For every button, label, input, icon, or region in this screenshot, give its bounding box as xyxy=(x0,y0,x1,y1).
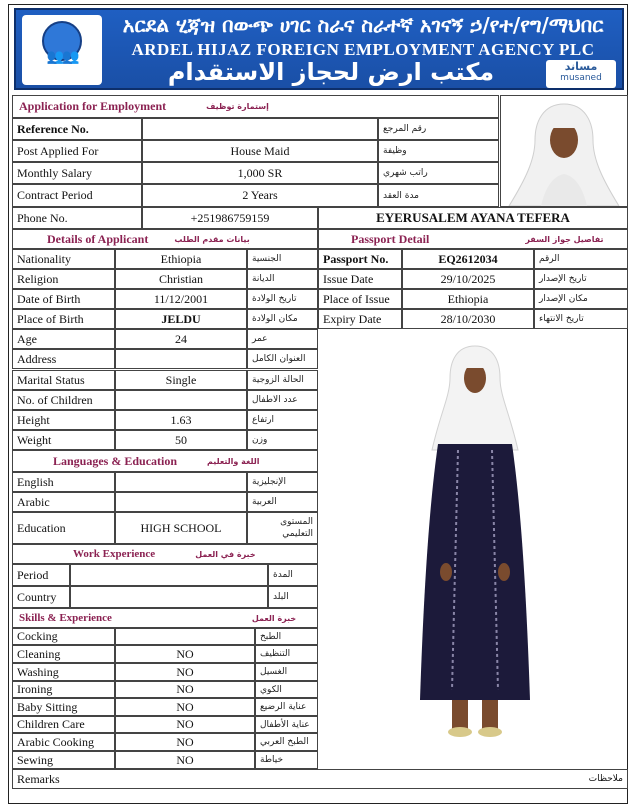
top-row-label: Reference No. xyxy=(12,118,142,140)
languages-title: Languages & Education xyxy=(53,453,178,468)
skills-row-label-ar: الطبخ xyxy=(255,628,318,645)
details-row-value: Single xyxy=(115,370,247,390)
skills-row-label-ar: الكوي xyxy=(255,681,318,698)
details-row-value: JELDU xyxy=(115,309,247,329)
application-title: Application for Employment xyxy=(19,99,167,113)
top-row-label-ar: وظيفة xyxy=(378,140,499,162)
details-row-value: 11/12/2001 xyxy=(115,289,247,309)
details-row-label: Religion xyxy=(12,269,115,289)
work-title: Work Experience xyxy=(73,548,156,560)
details-row-label-ar: العنوان الكامل xyxy=(247,349,318,369)
details-row-value: 1.63 xyxy=(115,410,247,430)
header-amharic: አርደል ሂጃዝ በውጭ ሀገር ስራና ስራተኛ አገናኝ ኃ/የተ/የግ/ማህበር xyxy=(122,13,604,37)
passport-row-label: Expiry Date xyxy=(318,309,402,329)
skills-row-label: Arabic Cooking xyxy=(12,733,115,751)
details-row-label-ar: عمر xyxy=(247,329,318,349)
header-arabic: مكتب ارض لحجاز الاستقدام xyxy=(167,58,495,86)
skills-row-value: NO xyxy=(115,751,255,769)
details-row-label-ar: مكان الولادة xyxy=(247,309,318,329)
skills-title: Skills & Experience xyxy=(19,612,112,624)
details-row-label: Age xyxy=(12,329,115,349)
languages-row-label: Arabic xyxy=(12,492,115,512)
languages-row-value: HIGH SCHOOL xyxy=(115,512,247,544)
work-row-label-ar: البلد xyxy=(268,586,318,608)
skills-row-label-ar: التنظيف xyxy=(255,645,318,663)
skills-row-label-ar: الغسيل xyxy=(255,663,318,681)
work-row-value xyxy=(70,586,268,608)
work-row-label: Period xyxy=(12,564,70,586)
work-row-value xyxy=(70,564,268,586)
top-row-label: Monthly Salary xyxy=(12,162,142,184)
languages-row-label-ar: العربية xyxy=(247,492,318,512)
passport-row-label-ar: مكان الإصدار xyxy=(534,289,628,309)
agency-logo xyxy=(22,15,102,85)
details-row-label: Nationality xyxy=(12,249,115,269)
skills-row-value: NO xyxy=(115,663,255,681)
passport-row-label: Place of Issue xyxy=(318,289,402,309)
skills-row-label: Sewing xyxy=(12,751,115,769)
remarks-label-ar: ملاحظات xyxy=(588,774,623,784)
passport-row-label: Passport No. xyxy=(318,249,402,269)
top-row-label: Post Applied For xyxy=(12,140,142,162)
skills-row-value: NO xyxy=(115,698,255,716)
passport-row-value: 28/10/2030 xyxy=(402,309,534,329)
top-row-label-ar: مدة العقد xyxy=(378,184,499,207)
languages-section-title xyxy=(12,450,318,472)
details-row-value: Ethiopia xyxy=(115,249,247,269)
passport-row-value: EQ2612034 xyxy=(402,249,534,269)
passport-row-label-ar: تاريخ الإصدار xyxy=(534,269,628,289)
details-row-value xyxy=(115,349,247,369)
passport-title-ar: تفاصيل جواز السفر xyxy=(525,234,604,244)
passport-section-title xyxy=(318,229,628,249)
skills-row-label: Cleaning xyxy=(12,645,115,663)
details-row-label: Date of Birth xyxy=(12,289,115,309)
details-section-title xyxy=(12,229,318,249)
top-row-value: 1,000 SR xyxy=(142,162,378,184)
passport-row-label-ar: تاريخ الانتهاء xyxy=(534,309,628,329)
phone-value: +251986759159 xyxy=(142,207,318,229)
passport-title: Passport Detail xyxy=(351,231,430,246)
skills-row-label: Cocking xyxy=(12,628,115,645)
details-row-label-ar: تاريخ الولادة xyxy=(247,289,318,309)
languages-row-label-ar: المستوى التعليمي xyxy=(247,512,318,544)
details-row-value: 24 xyxy=(115,329,247,349)
work-section-title xyxy=(12,544,318,564)
languages-row-value xyxy=(115,492,247,512)
top-row-value: House Maid xyxy=(142,140,378,162)
details-row-label-ar: ارتفاع xyxy=(247,410,318,430)
passport-row-value: 29/10/2025 xyxy=(402,269,534,289)
details-row-label-ar: الديانة xyxy=(247,269,318,289)
applicant-name: EYERUSALEM AYANA TEFERA xyxy=(318,207,628,229)
application-title-row xyxy=(12,95,499,118)
details-row-label: No. of Children xyxy=(12,390,115,410)
skills-title-ar: خبرة العمل xyxy=(251,613,297,623)
skills-row-label-ar: عناية الرضيع xyxy=(255,698,318,716)
musaned-logo-en: musaned xyxy=(560,73,602,83)
languages-row-value xyxy=(115,472,247,492)
musaned-logo-ar: مساند xyxy=(564,60,598,73)
phone-label: Phone No. xyxy=(12,207,142,229)
remarks-row xyxy=(12,769,628,789)
details-row-label: Height xyxy=(12,410,115,430)
agency-header-banner xyxy=(14,8,624,90)
details-row-label: Place of Birth xyxy=(12,309,115,329)
details-row-label-ar: عدد الاطفال xyxy=(247,390,318,410)
languages-row-label-ar: الإنجليزية xyxy=(247,472,318,492)
skills-row-label-ar: عناية الأطفال xyxy=(255,716,318,733)
skills-row-label-ar: خياطة xyxy=(255,751,318,769)
passport-row-label: Issue Date xyxy=(318,269,402,289)
top-row-label-ar: رقم المرجع xyxy=(378,118,499,140)
top-row-label: Contract Period xyxy=(12,184,142,207)
skills-row-value: NO xyxy=(115,716,255,733)
top-row-value: 2 Years xyxy=(142,184,378,207)
work-row-label-ar: المدة xyxy=(268,564,318,586)
work-row-label: Country xyxy=(12,586,70,608)
top-row-value xyxy=(142,118,378,140)
languages-title-ar: اللغة والتعليم xyxy=(207,456,260,466)
skills-row-label: Children Care xyxy=(12,716,115,733)
applicant-full-body-photo xyxy=(400,340,550,742)
header-english: ARDEL HIJAZ FOREIGN EMPLOYMENT AGENCY PLC xyxy=(131,40,595,59)
details-row-label: Address xyxy=(12,349,115,369)
details-row-value xyxy=(115,390,247,410)
skills-section-title xyxy=(12,608,318,628)
skills-row-label-ar: الطبخ العربي xyxy=(255,733,318,751)
remarks-label: Remarks xyxy=(17,771,60,786)
details-row-value: Christian xyxy=(115,269,247,289)
details-row-label-ar: الجنسية xyxy=(247,249,318,269)
details-title-ar: بيانات مقدم الطلب xyxy=(174,234,250,244)
musaned-logo xyxy=(546,60,616,88)
application-title-ar: إستمارة توظيف xyxy=(206,102,269,111)
skills-row-value: NO xyxy=(115,681,255,698)
passport-row-label-ar: الرقم xyxy=(534,249,628,269)
skills-row-label: Ironing xyxy=(12,681,115,698)
skills-row-value xyxy=(115,628,255,645)
languages-row-label: English xyxy=(12,472,115,492)
details-row-value: 50 xyxy=(115,430,247,450)
details-row-label-ar: وزن xyxy=(247,430,318,450)
work-title-ar: خبرة في العمل xyxy=(195,549,256,559)
skills-row-value: NO xyxy=(115,645,255,663)
details-title: Details of Applicant xyxy=(47,231,149,246)
people-icon: 👥👥 xyxy=(46,49,78,65)
skills-row-label: Washing xyxy=(12,663,115,681)
languages-row-label: Education xyxy=(12,512,115,544)
details-row-label: Marital Status xyxy=(12,370,115,390)
applicant-headshot-photo xyxy=(500,95,628,207)
top-row-label-ar: راتب شهري xyxy=(378,162,499,184)
skills-row-value: NO xyxy=(115,733,255,751)
details-row-label: Weight xyxy=(12,430,115,450)
passport-row-value: Ethiopia xyxy=(402,289,534,309)
skills-row-label: Baby Sitting xyxy=(12,698,115,716)
details-row-label-ar: الحالة الزوجية xyxy=(247,370,318,390)
